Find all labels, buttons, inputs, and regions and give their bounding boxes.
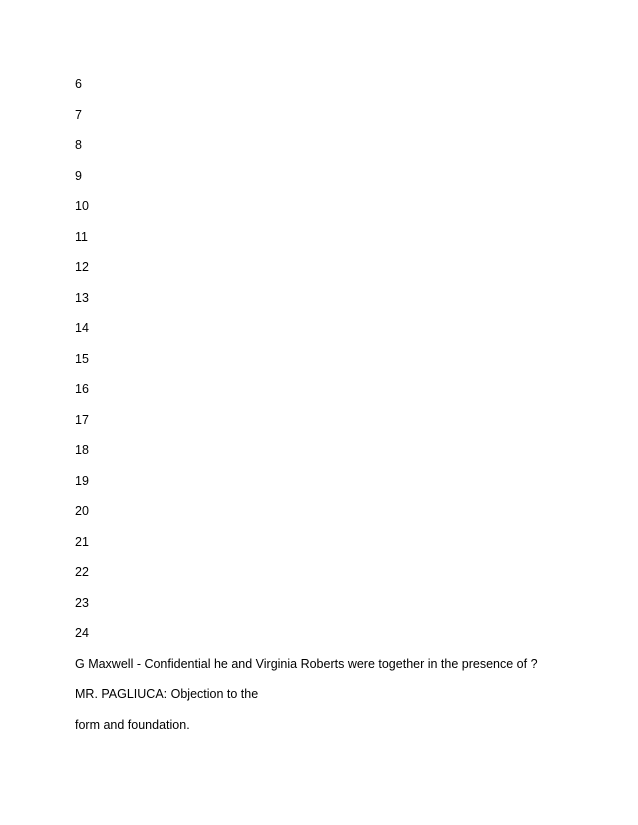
line-number: 17 — [75, 413, 89, 427]
line-number: 10 — [75, 199, 89, 213]
line-number: 11 — [75, 230, 88, 244]
line-number: 21 — [75, 535, 89, 549]
line-number: 14 — [75, 321, 89, 335]
transcript-line-foundation: form and foundation. — [75, 718, 190, 732]
line-number: 9 — [75, 169, 82, 183]
line-number: 16 — [75, 382, 89, 396]
transcript-line-confidential: G Maxwell - Confidential he and Virginia Roberts were together in the presence of ? — [75, 657, 538, 671]
transcript-line-objection: MR. PAGLIUCA: Objection to the — [75, 687, 259, 701]
line-number: 24 — [75, 626, 89, 640]
line-number: 8 — [75, 138, 82, 152]
line-number: 15 — [75, 352, 89, 366]
line-number: 7 — [75, 108, 82, 122]
line-number: 20 — [75, 504, 89, 518]
line-number: 18 — [75, 443, 89, 457]
line-number: 6 — [75, 77, 82, 91]
line-number: 19 — [75, 474, 89, 488]
line-number: 13 — [75, 291, 89, 305]
line-number: 12 — [75, 260, 89, 274]
line-number: 22 — [75, 565, 89, 579]
line-number: 23 — [75, 596, 89, 610]
